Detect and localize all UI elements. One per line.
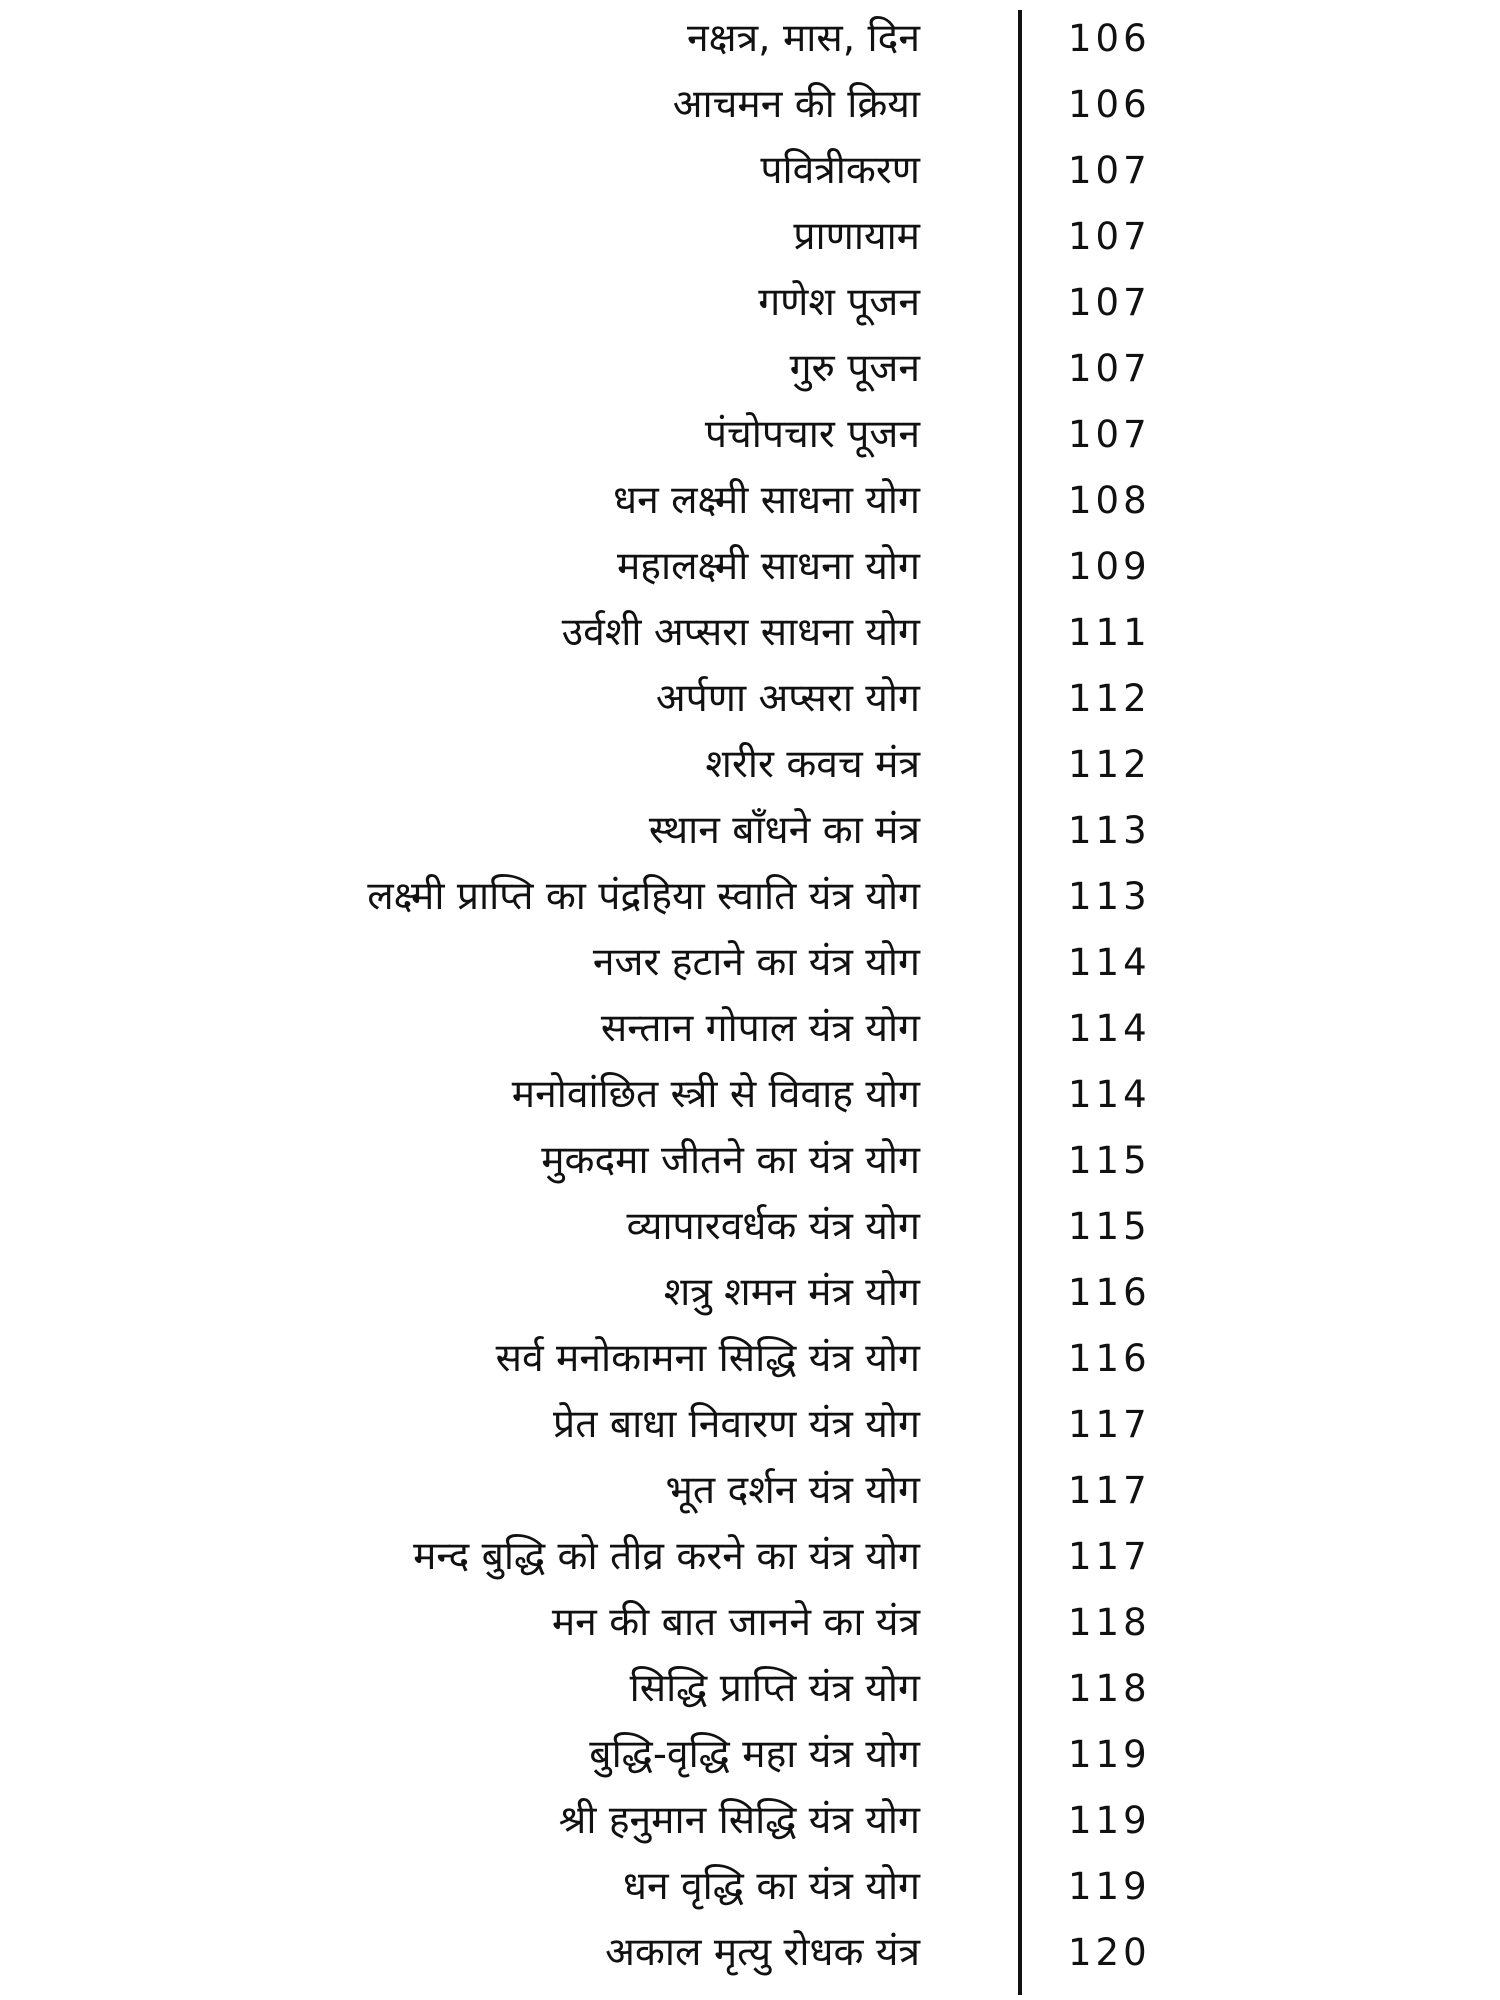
toc-entry-page: 120 [1068, 1931, 1151, 1974]
toc-entry-title: आचमन की क्रिया [672, 82, 920, 127]
toc-entry-page: 106 [1068, 83, 1151, 126]
toc-entry [0, 270, 1500, 336]
toc-entry-page: 118 [1068, 1601, 1151, 1644]
toc-entry-page: 113 [1068, 809, 1151, 852]
toc-entry [0, 1194, 1500, 1260]
toc-entry [0, 1920, 1500, 1986]
toc-entry-page: 107 [1068, 149, 1151, 192]
toc-entry [0, 1590, 1500, 1656]
toc-entry [0, 1128, 1500, 1194]
toc-entry [0, 996, 1500, 1062]
toc-entry-page: 112 [1068, 743, 1151, 786]
toc-entry-page: 116 [1068, 1271, 1151, 1314]
toc-entry-page: 117 [1068, 1403, 1151, 1446]
toc-entry-title: सर्व मनोकामना सिद्धि यंत्र योग [495, 1336, 920, 1381]
toc-entry-page: 118 [1068, 1667, 1151, 1710]
toc-entry [0, 6, 1500, 72]
toc-entry-title: नजर हटाने का यंत्र योग [592, 940, 920, 985]
toc-entry [0, 336, 1500, 402]
toc-entry-page: 107 [1068, 413, 1151, 456]
toc-entry-page: 111 [1068, 611, 1151, 654]
toc-entry [0, 600, 1500, 666]
toc-entry-page: 107 [1068, 347, 1151, 390]
toc-entry [0, 1524, 1500, 1590]
toc-entry [0, 72, 1500, 138]
toc-entry-title: मन की बात जानने का यंत्र [551, 1600, 920, 1645]
toc-entry-title: भूत दर्शन यंत्र योग [665, 1468, 920, 1513]
toc-entry-title: शरीर कवच मंत्र [705, 742, 920, 787]
toc-entry-page: 117 [1068, 1469, 1151, 1512]
toc-entry [0, 1854, 1500, 1920]
toc-entry-page: 117 [1068, 1535, 1151, 1578]
toc-entry-title: पवित्रीकरण [760, 148, 920, 193]
toc-entry-page: 107 [1068, 281, 1151, 324]
toc-entry [0, 204, 1500, 270]
toc-entry [0, 864, 1500, 930]
toc-entry-page: 119 [1068, 1733, 1151, 1776]
toc-entry [0, 1722, 1500, 1788]
toc-entry [0, 1458, 1500, 1524]
toc-entry-title: व्यापारवर्धक यंत्र योग [626, 1204, 920, 1249]
toc-entry-title: शत्रु शमन मंत्र योग [663, 1270, 920, 1315]
toc-entry [0, 1326, 1500, 1392]
toc-entry-title: मनोवांछित स्त्री से विवाह योग [511, 1072, 920, 1117]
toc-entry [0, 534, 1500, 600]
toc-entry-title: महालक्ष्मी साधना योग [616, 544, 920, 589]
toc-entry [0, 798, 1500, 864]
toc-entry-page: 114 [1068, 1007, 1151, 1050]
toc-entry-title: उर्वशी अप्सरा साधना योग [561, 610, 920, 655]
toc-entry-page: 109 [1068, 545, 1151, 588]
toc-entry-title: बुद्धि-वृद्धि महा यंत्र योग [589, 1732, 920, 1777]
toc-entry-title: मुकदमा जीतने का यंत्र योग [541, 1138, 920, 1183]
toc-entry-page: 114 [1068, 1073, 1151, 1116]
toc-entry-title: सिद्धि प्राप्ति यंत्र योग [629, 1666, 920, 1711]
toc-entry-title: नक्षत्र, मास, दिन [687, 16, 920, 61]
toc-entry-page: 119 [1068, 1799, 1151, 1842]
toc-entry [0, 1656, 1500, 1722]
toc-entry-page: 108 [1068, 479, 1151, 522]
toc-entry-page: 114 [1068, 941, 1151, 984]
toc-entry-title: मन्द बुद्धि को तीव्र करने का यंत्र योग [413, 1534, 920, 1579]
toc-entry-title: श्री हनुमान सिद्धि यंत्र योग [558, 1798, 920, 1843]
toc-entry-title: अकाल मृत्यु रोधक यंत्र [605, 1930, 920, 1975]
toc-entry [0, 468, 1500, 534]
toc-entry-title: गणेश पूजन [758, 280, 920, 325]
toc-entry [0, 1392, 1500, 1458]
toc-entry-title: स्थान बाँधने का मंत्र [648, 808, 920, 853]
toc-entry-title: अर्पणा अप्सरा योग [655, 676, 920, 721]
toc-entry-page: 112 [1068, 677, 1151, 720]
toc-entry-page: 115 [1068, 1139, 1151, 1182]
toc-entry [0, 402, 1500, 468]
toc-entry [0, 1062, 1500, 1128]
toc-entry-page: 115 [1068, 1205, 1151, 1248]
toc-entry-title: गुरु पूजन [789, 346, 920, 391]
toc-entry [0, 666, 1500, 732]
toc-entry-page: 106 [1068, 17, 1151, 60]
toc-entry [0, 1788, 1500, 1854]
toc-entry-page: 116 [1068, 1337, 1151, 1380]
toc-entry-title: धन वृद्धि का यंत्र योग [622, 1864, 920, 1909]
toc-entry-title: धन लक्ष्मी साधना योग [613, 478, 920, 523]
toc-entry-title: प्राणायाम [793, 214, 920, 259]
toc-entry-page: 119 [1068, 1865, 1151, 1908]
toc-entry-page: 113 [1068, 875, 1151, 918]
toc-entry-title: लक्ष्मी प्राप्ति का पंद्रहिया स्वाति यंत्र योग [367, 874, 920, 919]
toc-entry-title: सन्तान गोपाल यंत्र योग [600, 1006, 920, 1051]
toc-entry-title: प्रेत बाधा निवारण यंत्र योग [553, 1402, 920, 1447]
toc-entry-title: पंचोपचार पूजन [704, 412, 920, 457]
toc-entry [0, 930, 1500, 996]
toc-entry [0, 732, 1500, 798]
toc-entry [0, 138, 1500, 204]
toc-entry-page: 107 [1068, 215, 1151, 258]
toc-entry [0, 1260, 1500, 1326]
